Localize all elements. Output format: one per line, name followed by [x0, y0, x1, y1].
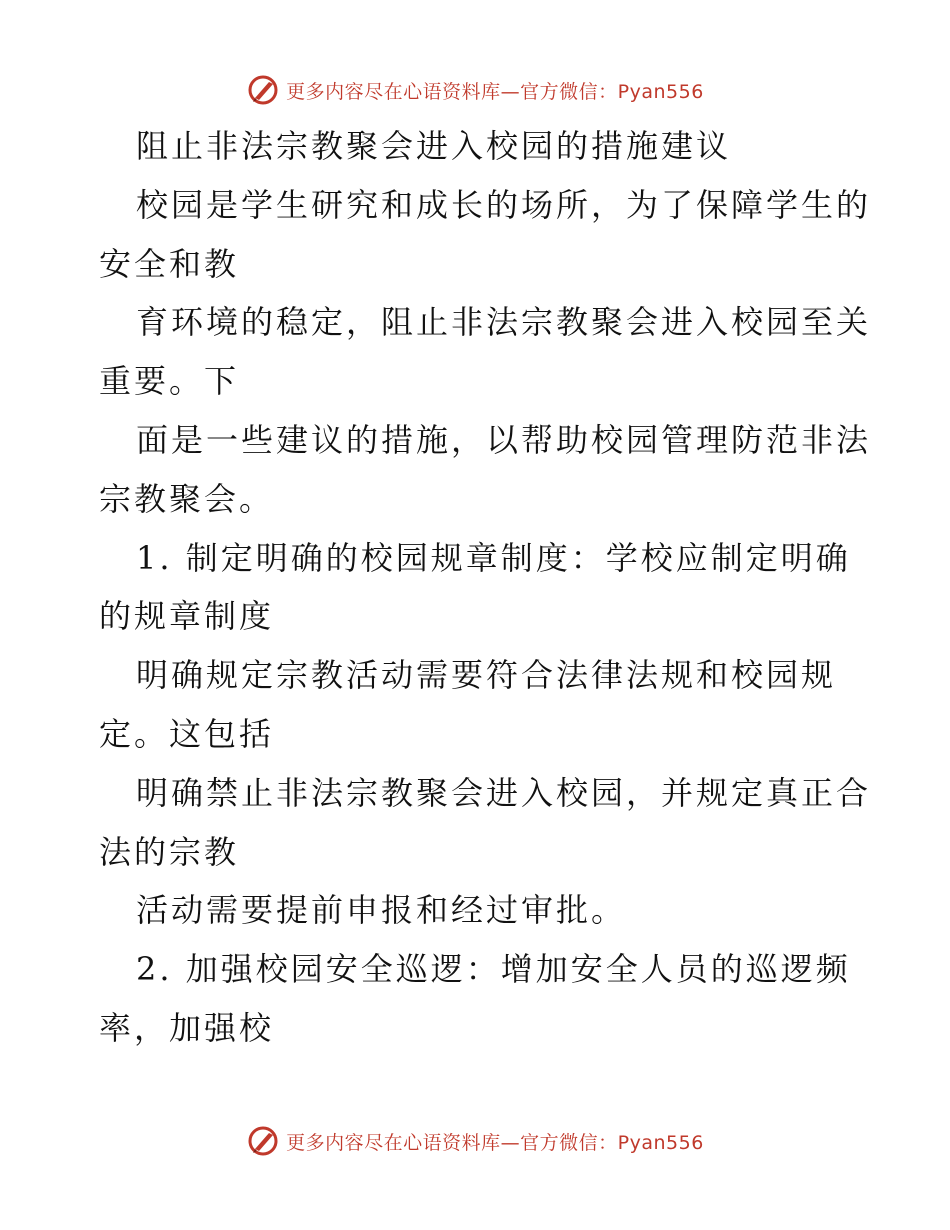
text-line: 阻止非法宗教聚会进入校园的措施建议 [136, 127, 732, 165]
pen-logo-icon [246, 1124, 280, 1158]
text-line: 明确规定宗教活动需要符合法律法规和校园规 [136, 656, 837, 695]
text-line: 宗教聚会。 [99, 479, 275, 518]
text-line: 2. 加强校园安全巡逻：增加安全人员的巡逻频 [136, 950, 851, 989]
text-line: 法的宗教 [99, 832, 240, 871]
text-line: 育环境的稳定，阻止非法宗教聚会进入校园至关 [136, 303, 872, 342]
footer-banner [0, 1121, 950, 1161]
header-banner [0, 70, 950, 110]
text-line: 活动需要提前申报和经过审批。 [136, 891, 627, 930]
footer-banner-text: 更多内容尽在心语资料库—官方微信：Pyan556 [286, 1131, 704, 1154]
text-line: 面是一些建议的措施，以帮助校园管理防范非法 [136, 420, 872, 459]
text-line: 定。这包括 [99, 714, 275, 753]
text-line: 重要。下 [99, 362, 240, 401]
text-line: 的规章制度 [99, 597, 275, 636]
pen-logo-icon [246, 73, 280, 107]
text-line: 安全和教 [99, 244, 240, 283]
text-line: 校园是学生研究和成长的场所，为了保障学生的 [136, 185, 872, 224]
text-line: 率，加强校 [99, 1008, 275, 1047]
text-line: 1. 制定明确的校园规章制度：学校应制定明确 [136, 538, 851, 577]
header-banner-text: 更多内容尽在心语资料库—官方微信：Pyan556 [286, 80, 704, 103]
document-body [99, 117, 872, 1058]
text-line: 明确禁止非法宗教聚会进入校园，并规定真正合 [136, 773, 872, 812]
